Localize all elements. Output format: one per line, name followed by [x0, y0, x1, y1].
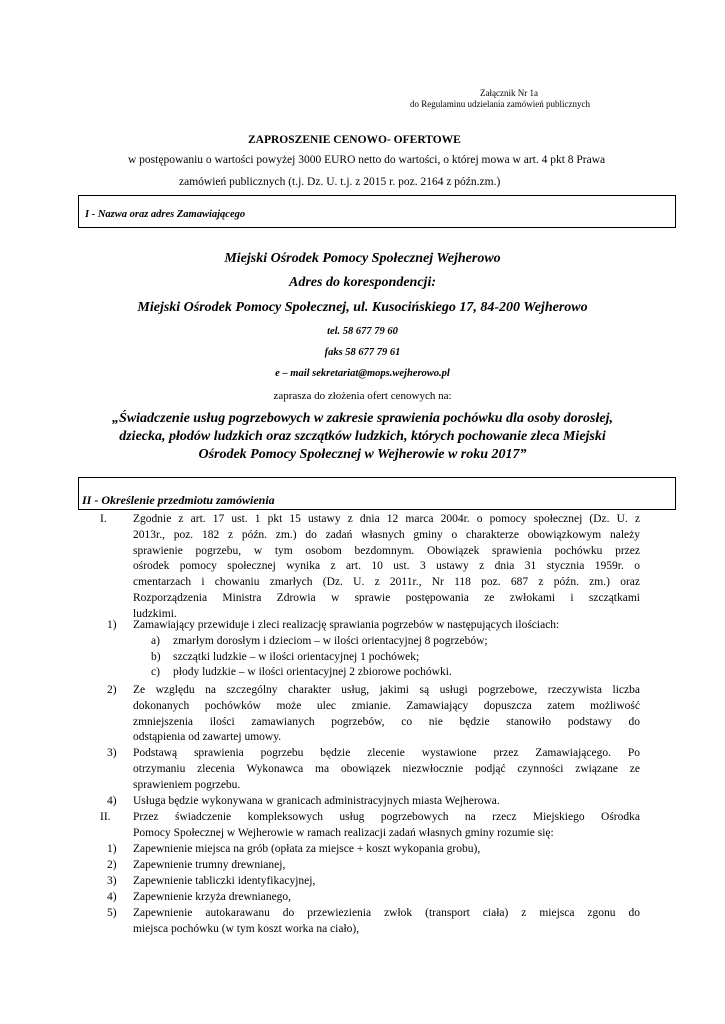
attachment-line-1: Załącznik Nr 1a [480, 88, 538, 98]
paragraph-line: dokonanych pochówków może ulec zmianie. Zamawiający dopuszcza zatem możliwość [133, 699, 640, 712]
list-2-item-2-text: Zapewnienie trumny drewnianej, [133, 859, 286, 871]
attachment-note [480, 88, 538, 99]
paragraph-line: Zapewnienie autokarawanu do przewiezienia zwłok (transport ciała) z miejsca zgonu do [133, 907, 640, 919]
paragraph-line: Podstawą sprawienia pogrzebu będzie zlecenie wystawione przez Zamawiającego. Po [133, 747, 640, 759]
item-2-number: 2) [107, 684, 117, 696]
item-4-text: Usługa będzie wykonywana w granicach administracyjnych miasta Wejherowa. [133, 795, 500, 807]
paragraph-line: 2013r., poz. 182 z późn. zm.) do zadań własnych gminy o charakterze obowiązkowym należy [133, 528, 640, 541]
item-1-text: Zamawiający przewiduje i zleci realizację sprawiania pogrzebów w następujących ilościach: [133, 619, 560, 631]
list-2-item-3-number: 3) [107, 875, 117, 887]
item-a-text: zmarłym dorosłym i dzieciom – w ilości orientacyjnej 8 pogrzebów; [173, 635, 488, 647]
email: e – mail sekretariat@mops.wejherowo.pl [275, 368, 450, 379]
attachment-note-2 [410, 99, 590, 110]
item-a-letter: a) [151, 635, 160, 647]
item-c-letter: c) [151, 666, 160, 678]
roman-numeral-2: II. [100, 811, 111, 823]
item-3-number: 3) [107, 747, 117, 759]
section-1-heading: I - Nazwa oraz adres Zamawiającego [85, 209, 246, 220]
paragraph-line: cmentarzach i chowaniu zmarłych (Dz. U. z 2011r., Nr 118 poz. 687 z późn. zm.) oraz [133, 576, 640, 589]
subject-line-2: dziecka, płodów ludzkich oraz szczątków ludzkich, których pochowanie zleca Miejski [119, 429, 606, 444]
subject-line-1: „Świadczenie usług pogrzebowych w zakresie sprawienia pochówku dla osoby dorosłej, [112, 411, 613, 426]
paragraph-line: Zgodnie z art. 17 ust. 1 pkt 15 ustawy z dnia 12 marca 2004r. o pomocy społecznej (Dz. U. z [133, 513, 640, 525]
list-2-item-5-number: 5) [107, 907, 117, 919]
paragraph-line: Pomocy Społecznej w Wejherowie w ramach realizacji zadań własnych gminy rozumie się: [133, 826, 554, 839]
list-2-item-5-paragraph [133, 906, 640, 938]
email-line [0, 368, 725, 379]
document-title: ZAPROSZENIE CENOWO- OFERTOWE [248, 134, 461, 146]
list-2-item-3-text: Zapewnienie tabliczki identyfikacyjnej, [133, 875, 316, 887]
paragraph-line: odstąpienia od zawartej umowy. [133, 731, 282, 744]
subtitle-line-2: zamówień publicznych (t.j. Dz. U. t.j. z 2015 r. poz. 2164 z późn.zm.) [179, 176, 501, 188]
list-2-item-4-number: 4) [107, 891, 117, 903]
item-1-number: 1) [107, 619, 117, 631]
attachment-line-2: do Regulaminu udzielania zamówień publicznych [410, 99, 590, 109]
list-2-item-1-text: Zapewnienie miejsca na grób (opłata za miejsce + koszt wykopania grobu), [133, 843, 481, 855]
paragraph-line: Rozporządzenia Ministra Zdrowia w sprawie postępowania ze zwłokami i szczątkami [133, 591, 640, 604]
paragraph-line: zmniejszenia ilości zamawianych pogrzebów, co nie będzie stanowiło podstawy do [133, 715, 640, 728]
subtitle-line-1: w postępowaniu o wartości powyżej 3000 EURO netto do wartości, o której mowa w art. 4 pkt 8 Prawa [128, 154, 606, 166]
paragraph-line: ludzkimi. [133, 607, 177, 620]
roman-numeral-1: I. [100, 513, 107, 525]
list-2-item-4-text: Zapewnienie krzyża drewnianego, [133, 891, 292, 903]
address-label: Adres do korespondencji: [289, 275, 436, 290]
paragraph-line: Ze względu na szczególny charakter usług, jakimi są usługi pogrzebowe, rzeczywista liczba [133, 684, 640, 696]
list-2-item-1-number: 1) [107, 843, 117, 855]
orderer-name: Miejski Ośrodek Pomocy Społecznej Wejherowo [224, 251, 501, 266]
section-2-heading: II - Określenie przedmiotu zamówienia [82, 493, 275, 507]
paragraph-line: Przez świadczenie kompleksowych usług pogrzebowych na rzecz Miejskiego Ośrodka [133, 811, 640, 823]
subject-line-3: Ośrodek Pomocy Społecznej w Wejherowie w roku 2017” [198, 447, 527, 462]
invitation-text: zaprasza do złożenia ofert cenowych na: [273, 390, 452, 402]
list-2-item-2-number: 2) [107, 859, 117, 871]
section-1-heading-box [78, 195, 676, 228]
item-b-letter: b) [151, 651, 161, 663]
paragraph-line: otrzymaniu zlecenia Wykonawca ma obowiązek niezwłocznie podjąć czynności związane ze [133, 762, 640, 775]
phone: tel. 58 677 79 60 [327, 326, 398, 337]
paragraph-roman-2 [133, 810, 640, 842]
paragraph-line: sprawienie pogrzebu, w tym osobom bezdomnym. Obowiązek sprawienia pochówku przez [133, 544, 640, 557]
item-4-number: 4) [107, 795, 117, 807]
paragraph-line: sprawieniem pogrzebu. [133, 778, 241, 791]
item-c-text: płody ludzkie – w ilości orientacyjnej 2 zbiorowe pochówki. [173, 666, 452, 678]
section-2-heading-box [78, 477, 676, 510]
item-b-text: szczątki ludzkie – w ilości orientacyjnej 1 pochówek; [173, 651, 420, 663]
fax: faks 58 677 79 61 [324, 347, 401, 358]
paragraph-line: ośrodek pomocy społecznej wynika z art. 10 ust. 3 ustawy z dnia 31 stycznia 1959r. o [133, 560, 640, 573]
item-2-paragraph [133, 683, 640, 746]
orderer-address: Miejski Ośrodek Pomocy Społecznej, ul. Kusocińskiego 17, 84-200 Wejherowo [137, 300, 588, 315]
item-3-paragraph [133, 746, 640, 793]
paragraph-line: miejsca pochówku (w tym koszt worka na ciało), [133, 922, 360, 935]
paragraph-roman-1 [133, 512, 640, 623]
